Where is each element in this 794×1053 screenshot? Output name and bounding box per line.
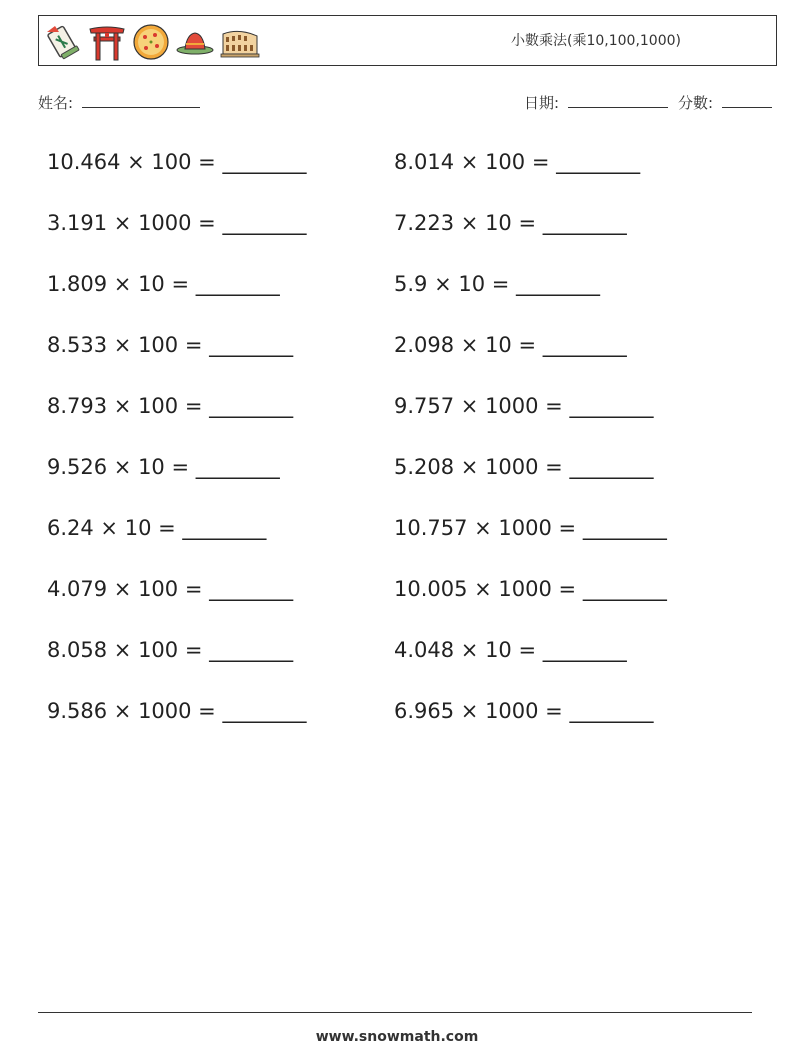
name-label: 姓名:	[38, 94, 74, 112]
footer-divider	[38, 1012, 752, 1013]
problem-item: 10.757 × 1000 = ________	[394, 516, 667, 540]
problem-item: 4.079 × 100 = ________	[47, 577, 294, 601]
problem-item: 8.533 × 100 = ________	[47, 333, 294, 357]
problem-item: 6.24 × 10 = ________	[47, 516, 267, 540]
problem-item: 8.793 × 100 = ________	[47, 394, 294, 418]
footer-site: www.snowmath.com	[315, 1029, 479, 1045]
name-field[interactable]	[38, 92, 200, 113]
problem-item: 6.965 × 1000 = ________	[394, 699, 654, 723]
problem-item: 10.005 × 1000 = ________	[394, 577, 667, 601]
problem-item: 5.208 × 1000 = ________	[394, 455, 654, 479]
problem-item: 9.526 × 10 = ________	[47, 455, 280, 479]
problem-item: 9.757 × 1000 = ________	[394, 394, 654, 418]
worksheet-title: 小數乘法(乘10,100,1000)	[511, 33, 681, 49]
problem-item: 1.809 × 10 = ________	[47, 272, 280, 296]
score-field[interactable]	[678, 92, 772, 113]
problem-item: 8.058 × 100 = ________	[47, 638, 294, 662]
sombrero-icon	[175, 22, 215, 62]
problem-item: 5.9 × 10 = ________	[394, 272, 601, 296]
worksheet-header	[38, 15, 777, 66]
score-blank[interactable]	[722, 93, 772, 108]
date-label: 日期:	[524, 94, 560, 112]
date-field[interactable]	[524, 92, 668, 113]
date-blank[interactable]	[568, 93, 668, 108]
problem-item: 3.191 × 1000 = ________	[47, 211, 307, 235]
name-blank[interactable]	[82, 93, 200, 108]
torii-gate-icon	[87, 22, 127, 62]
mahjong-tile-icon	[43, 22, 83, 62]
header-icons	[43, 22, 261, 62]
problem-item: 9.586 × 1000 = ________	[47, 699, 307, 723]
pizza-icon	[131, 22, 171, 62]
problem-item: 10.464 × 100 = ________	[47, 150, 307, 174]
problem-item: 4.048 × 10 = ________	[394, 638, 627, 662]
problem-item: 8.014 × 100 = ________	[394, 150, 641, 174]
score-label: 分數:	[678, 94, 714, 112]
problem-item: 7.223 × 10 = ________	[394, 211, 627, 235]
problem-item: 2.098 × 10 = ________	[394, 333, 627, 357]
colosseum-icon	[219, 22, 261, 62]
